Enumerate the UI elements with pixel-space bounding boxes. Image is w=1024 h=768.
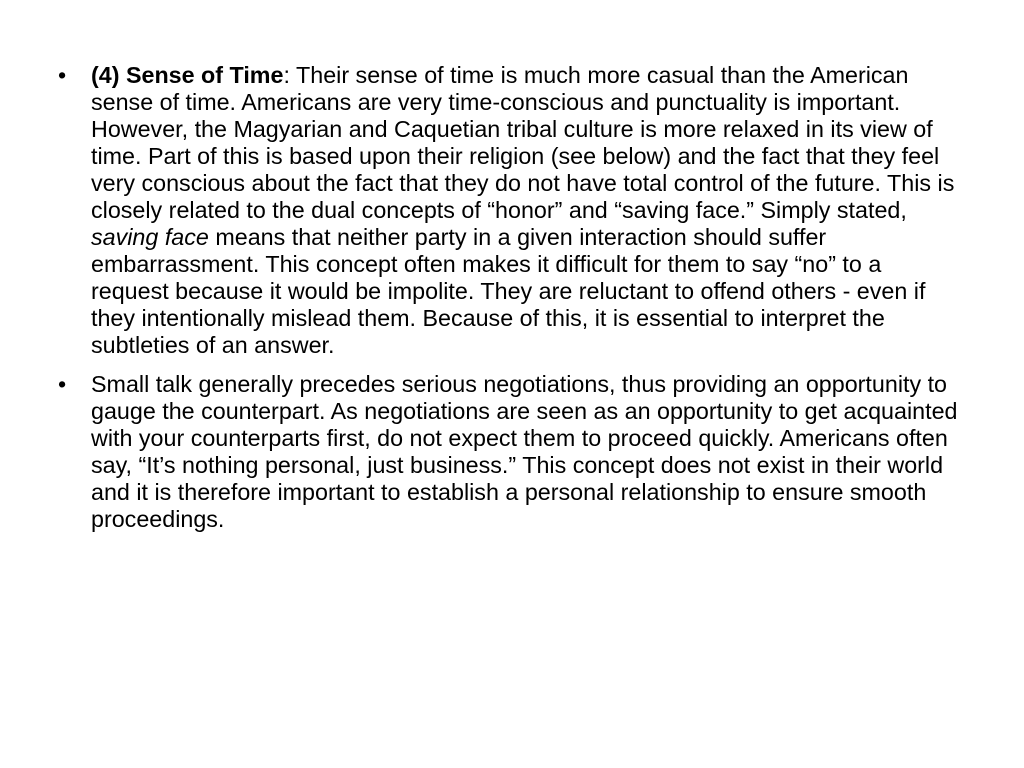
bullet-heading: (4) Sense of Time xyxy=(91,62,284,88)
bullet-marker-icon: • xyxy=(58,371,67,397)
bullet-marker-icon: • xyxy=(58,62,67,88)
bullet-text xyxy=(91,62,954,358)
italic-term: saving face xyxy=(91,224,209,250)
bullet-small-talk xyxy=(56,371,961,533)
bullet-body-part-b: means that neither party in a given interaction should suffer embarrassment. This concept often makes it difficult for them to say “no” to a request because it would be impolite. They are reluctant to offend others - even if they intentionally mislead them. Because of this, it is essential to interpret the subtleties of an answer. xyxy=(91,224,926,358)
bullet-list xyxy=(56,62,961,545)
bullet-body: Small talk generally precedes serious negotiations, thus providing an opportunity to gauge the counterpart. As negotiations are seen as an opportunity to get acquainted with your counterparts first, do not expect them to proceed quickly. Americans often say, “It’s nothing personal, just business.” This concept does not exist in their world and it is therefore important to establish a personal relationship to ensure smooth proceedings. xyxy=(91,371,958,532)
bullet-body-part-a: : Their sense of time is much more casual than the American sense of time. Americans are very time-conscious and punctuality is important. However, the Magyarian and Caquetian tribal culture is more relaxed in its view of time. Part of this is based upon their religion (see below) and the fact that they feel very conscious about the fact that they do not have total control of the future. This is closely related to the dual concepts of “honor” and “saving face.” Simply stated, xyxy=(91,62,955,223)
bullet-sense-of-time xyxy=(56,62,961,359)
